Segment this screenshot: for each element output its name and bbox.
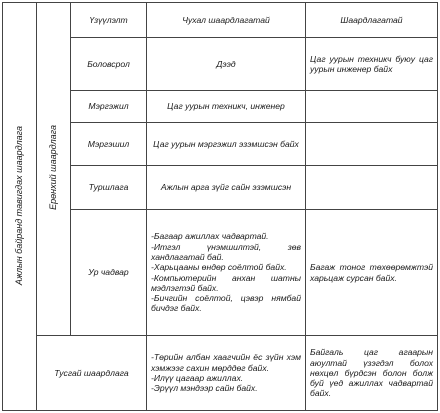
outer-label-cell bbox=[3, 3, 37, 411]
requirements-table bbox=[2, 2, 438, 411]
ability-item: -Харьцааны өндөр соёлтой байх. bbox=[151, 262, 287, 273]
outer-label: Ажлын байранд тавигдах шаардлага bbox=[14, 125, 25, 285]
profession-mandatory: Цаг уурын техникч, инженер bbox=[147, 91, 306, 123]
special-label: Тусгай шаардлага bbox=[37, 336, 147, 411]
ability-item: -Бичгийн соёлтой, цэвэр нямбай бичдэг байх. bbox=[151, 293, 301, 314]
experience-mandatory: Ажлын арга зүйг сайн эзэмшсэн bbox=[147, 166, 306, 210]
ability-item: -Компьютерийн анхан шатны мэдлэгтэй байх. bbox=[151, 272, 301, 293]
skill-required bbox=[306, 123, 438, 166]
special-required: Байгаль цаг агаарын аюултай үзэгдэл болох нөхцөл бүрдсэн болон болж буй үед ажиллах чадвартай байх. bbox=[306, 336, 438, 411]
ability-item: -Багаар ажиллах чадвартай. bbox=[151, 231, 269, 242]
header-indicator: Үзүүлэлт bbox=[71, 3, 147, 38]
profession-label: Мэргэжил bbox=[71, 91, 147, 123]
ability-item: -Итгэл үнэмшилтэй, зөв хандлагатай бай. bbox=[151, 241, 301, 262]
education-required: Цаг уурын техникч буюу цаг уурын инженер байх bbox=[306, 38, 438, 91]
header-mandatory: Чухал шаардлагатай bbox=[147, 3, 306, 38]
experience-label: Туршлага bbox=[71, 166, 147, 210]
special-row bbox=[3, 336, 438, 411]
education-label: Боловсрол bbox=[71, 38, 147, 91]
general-label: Ерөнхий шаардлага bbox=[48, 125, 59, 211]
experience-required bbox=[306, 166, 438, 210]
general-label-cell bbox=[37, 3, 71, 336]
header-required: Шаардлагатай bbox=[306, 3, 438, 38]
education-mandatory: Дээд bbox=[147, 38, 306, 91]
special-item: -Илүү цагаар ажиллах. bbox=[151, 373, 244, 383]
profession-required bbox=[306, 91, 438, 123]
special-item: -Эрүүл мэндээр сайн байх. bbox=[151, 383, 258, 394]
header-row bbox=[3, 3, 438, 38]
ability-mandatory bbox=[147, 210, 306, 336]
special-item: -Төрийн албан хаагчийн ёс зүйн хэм хэмжээг сахин мөрддөг байх. bbox=[151, 352, 301, 373]
special-mandatory bbox=[147, 336, 306, 411]
ability-label: Ур чадвар bbox=[71, 210, 147, 336]
skill-label: Мэргэшил bbox=[71, 123, 147, 166]
ability-required: Багаж тоног төхөөрөмжтэй харьцаж сурсан байх. bbox=[306, 210, 438, 336]
skill-mandatory: Цаг уурын мэргэжил эзэмшсэн байх bbox=[147, 123, 306, 166]
